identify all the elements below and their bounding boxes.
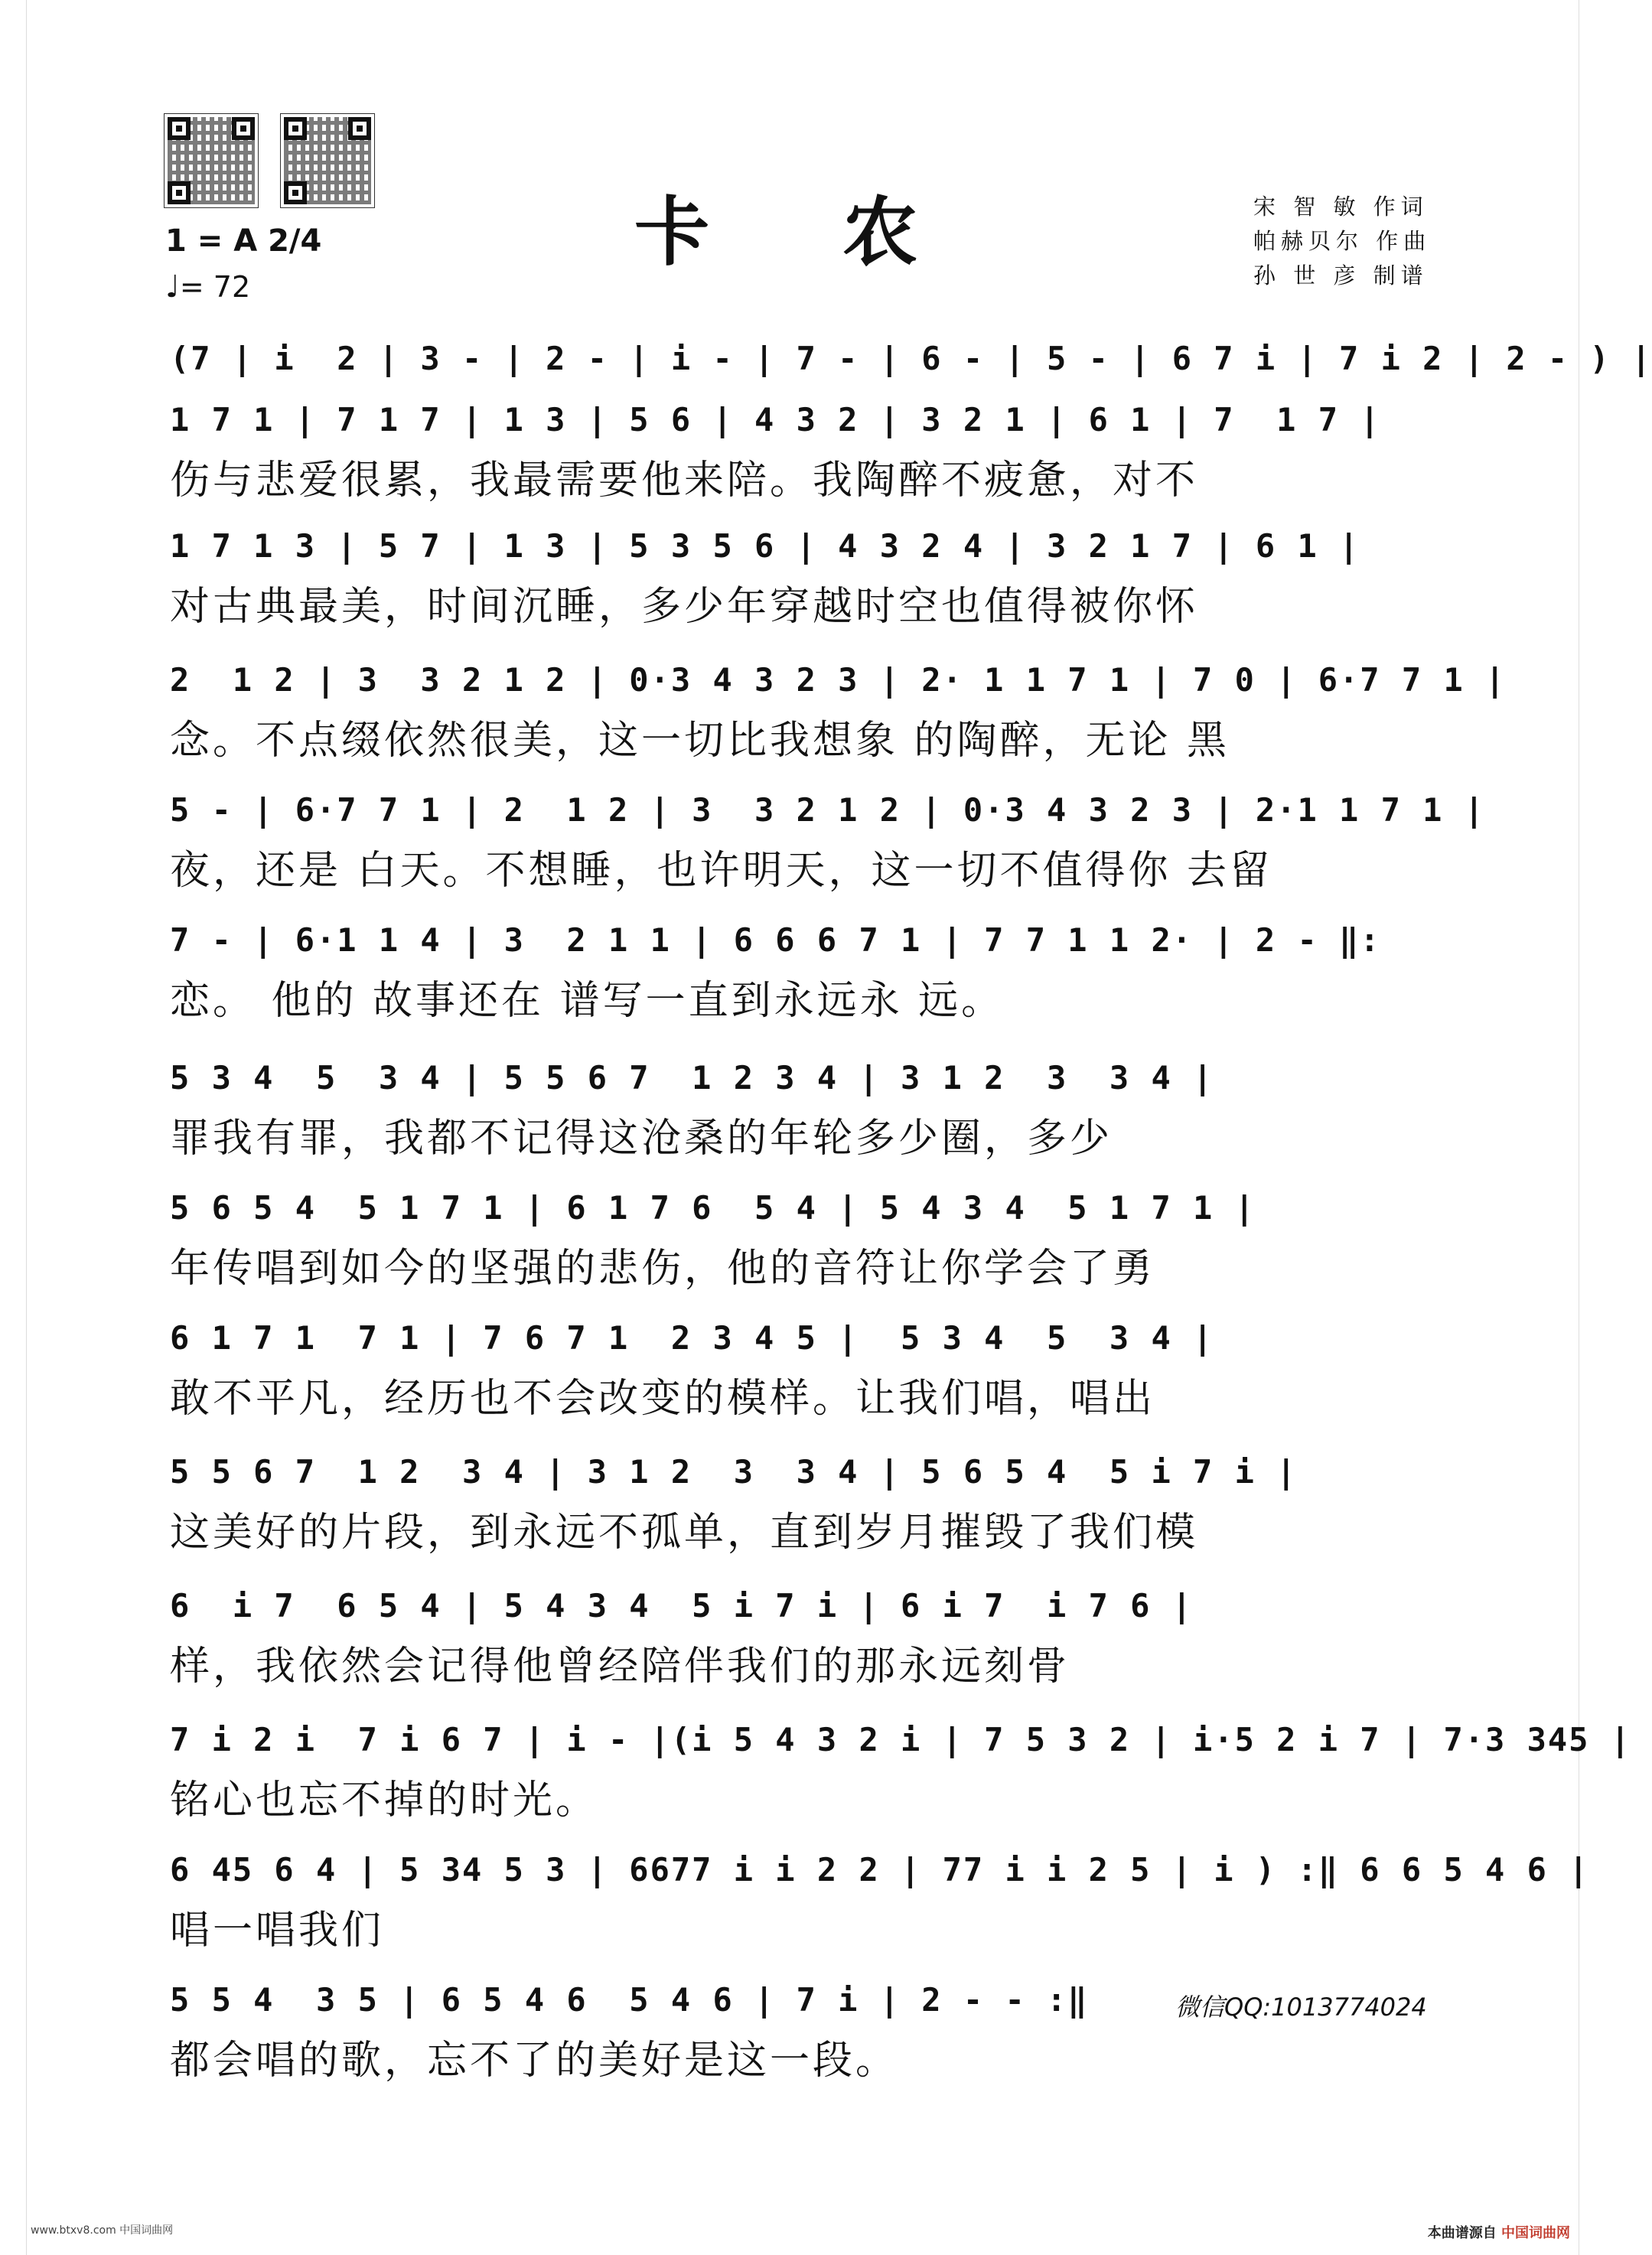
notation-line: 2 1 2 | 3 3 2 1 2 | 0·3 4 3 2 3 | 2· 1 1 7 1 | 7 0 | 6·7 7 1 | (170, 661, 1507, 699)
notation-line: 7 i 2 i 7 i 6 7 | i - |(i 5 4 3 2 i | 7 5 3 2 | i·5 2 i 7 | 7·3 345 | (170, 1721, 1632, 1758)
notation-line: 6 45 6 4 | 5 34 5 3 | 6677 i i 2 2 | 77 i i 2 5 | i ) :‖ 6 6 5 4 6 | (170, 1851, 1590, 1888)
quarter-note-icon: ♩ (165, 269, 180, 305)
key-signature: 1 = A 2/4 (165, 223, 322, 259)
footer-site: www.btxv8.com 中国词曲网 (31, 2224, 174, 2237)
lyric-line: 年传唱到如今的坚强的悲伤，他的音符让你学会了勇 (170, 1246, 1156, 1292)
lyric-line: 恋。 他的 故事还在 谱写一直到永远永 远。 (170, 978, 1005, 1024)
tempo-marking (165, 269, 250, 305)
lyric-line: 这美好的片段，到永远不孤单，直到岁月摧毁了我们模 (170, 1510, 1199, 1556)
lyric-line: 罪我有罪，我都不记得这沧桑的年轮多少圈，多少 (170, 1116, 1113, 1162)
notation-line: (7 | i 2 | 3 - | 2 - | i - | 7 - | 6 - | 5 - | 6 7 i | 7 i 2 | 2 - ) | (170, 340, 1652, 377)
page-border-left (0, 0, 27, 2255)
notation-line: 5 6 5 4 5 1 7 1 | 6 1 7 6 5 4 | 5 4 3 4 5 1 7 1 | (170, 1189, 1256, 1227)
lyric-line: 敢不平凡，经历也不会改变的模样。让我们唱，唱出 (170, 1376, 1156, 1422)
lyric-line: 铭心也忘不掉的时光。 (170, 1778, 599, 1823)
wechat-contact: 微信QQ:1013774024 (1175, 1993, 1427, 2022)
page-border-right (1579, 0, 1605, 2255)
lyric-line: 都会唱的歌，忘不了的美好是这一段。 (170, 2038, 899, 2084)
notation-line: 6 i 7 6 5 4 | 5 4 3 4 5 i 7 i | 6 i 7 i 7 6 | (170, 1587, 1194, 1624)
notation-line: 6 1 7 1 7 1 | 7 6 7 1 2 3 4 5 | 5 3 4 5 3 4 | (170, 1319, 1214, 1357)
tempo-value: = 72 (179, 270, 251, 304)
notation-line: 1 7 1 3 | 5 7 | 1 3 | 5 3 5 6 | 4 3 2 4 | 3 2 1 7 | 6 1 | (170, 527, 1360, 565)
composer: 帕赫贝尔 作曲 (1253, 228, 1432, 254)
footer-source (1428, 2222, 1570, 2242)
lyric-line: 对古典最美，时间沉睡，多少年穿越时空也值得被你怀 (170, 584, 1199, 630)
lyricist: 宋 智 敏 作词 (1253, 194, 1429, 220)
lyric-line: 夜，还是 白天。不想睡，也许明天，这一切不值得你 去留 (170, 848, 1273, 894)
notation-line: 1 7 1 | 7 1 7 | 1 3 | 5 6 | 4 3 2 | 3 2 1 | 6 1 | 7 1 7 | (170, 401, 1381, 438)
footer-source-site: 中国词曲网 (1501, 2225, 1570, 2241)
lyric-line: 样，我依然会记得他曾经陪伴我们的那永远刻骨 (170, 1644, 1070, 1690)
lyric-line: 伤与悲爱很累，我最需要他来陪。我陶醉不疲惫，对不 (170, 458, 1199, 503)
credits (1253, 190, 1431, 293)
notation-line: 7 - | 6·1 1 4 | 3 2 1 1 | 6 6 6 7 1 | 7 7 1 1 2· | 2 - ‖: (170, 921, 1381, 959)
lyric-line: 念。不点缀依然很美，这一切比我想象 的陶醉，无论 黑 (170, 718, 1230, 764)
notation-line: 5 5 4 3 5 | 6 5 4 6 5 4 6 | 7 i | 2 - - :‖ (170, 1981, 1089, 2019)
footer-source-prefix: 本曲谱源自 (1427, 2225, 1497, 2241)
notation-line: 5 - | 6·7 7 1 | 2 1 2 | 3 3 2 1 2 | 0·3 4 3 2 3 | 2·1 1 7 1 | (170, 791, 1486, 829)
arranger: 孙 世 彦 制谱 (1253, 262, 1429, 288)
lyric-line: 唱一唱我们 (170, 1908, 385, 1954)
song-title: 卡 农 (634, 188, 972, 276)
notation-line: 5 5 6 7 1 2 3 4 | 3 1 2 3 3 4 | 5 6 5 4 5 i 7 i | (170, 1453, 1298, 1491)
notation-line: 5 3 4 5 3 4 | 5 5 6 7 1 2 3 4 | 3 1 2 3 3 4 | (170, 1059, 1214, 1097)
